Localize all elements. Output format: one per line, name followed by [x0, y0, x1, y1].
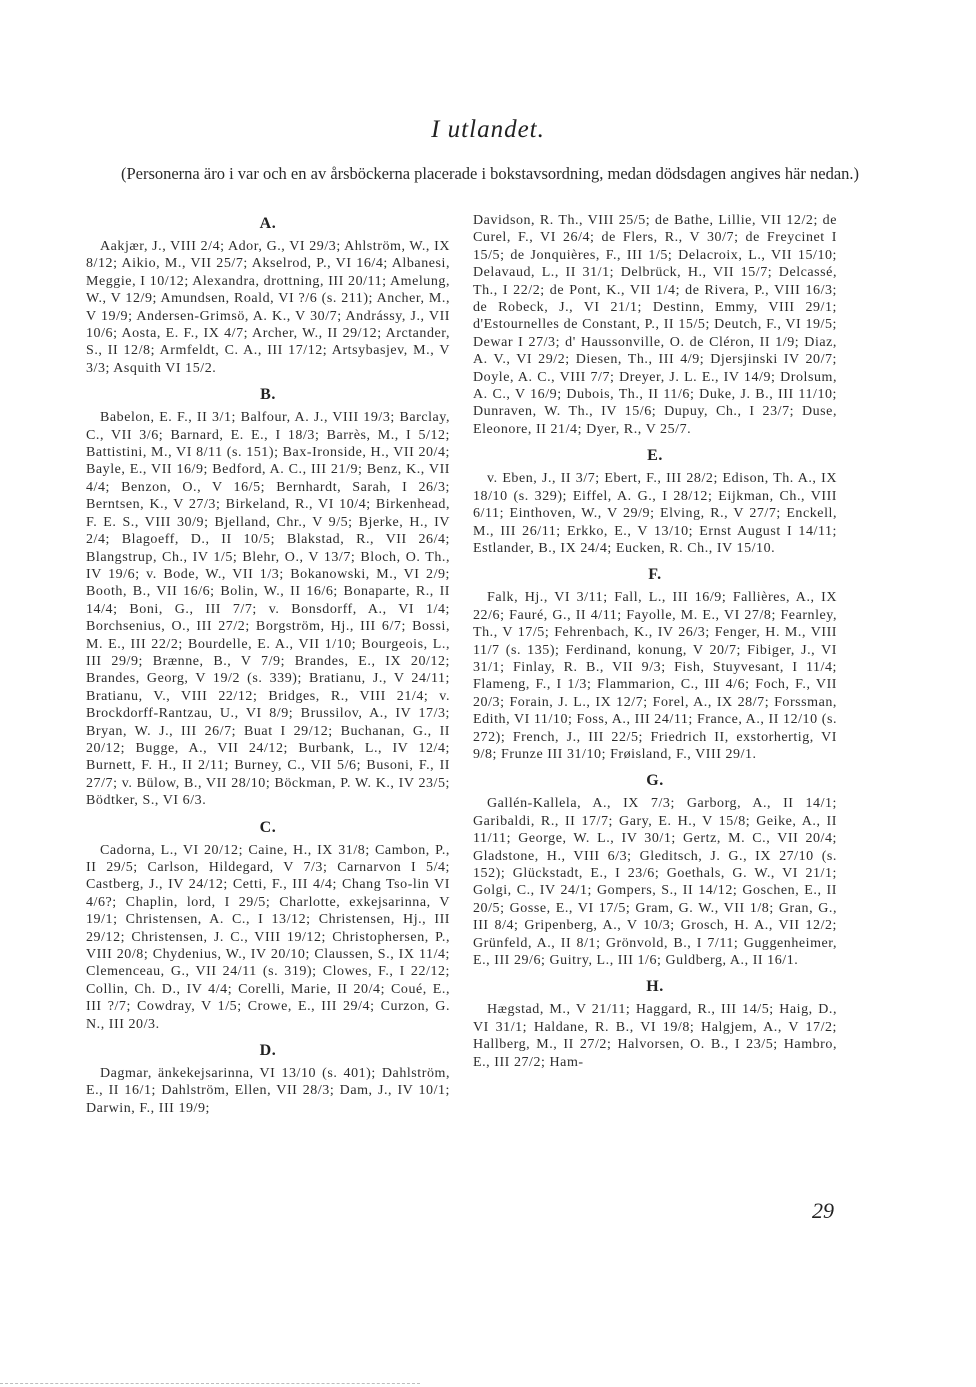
- section-a-text: Aakjær, J., VIII 2/4; Ador, G., VI 29/3; Ahlström, W., IX 8/12; Aikio, M., VII 25/7; Akselrod, P., VI 16/4; Albanesi, Meggie, I 10/12; Alexandra, drottning, III 20/11; Amelung, W., V 12/9; Amundsen, Roald, VI ?/6 (s. 211); Ancher, M., V 19/9; Andersen-Grimsö, A. K., V 30/7; Andrássy, J., VII 10/6; Aosta, E. F., IX 4/7; Archer, W., II 29/12; Arctander, S., II 12/8; Armfeldt, C. A., III 17/12; Artsybasjev, M., V 3/3; Asquith VI 15/2.: [86, 239, 450, 376]
- left-column: [86, 212, 450, 1117]
- section-letter-e: E.: [647, 447, 663, 465]
- section-letter-f: F.: [648, 566, 662, 584]
- section-letter-h: H.: [646, 978, 664, 996]
- section-h-text: Hægstad, M., V 21/11; Haggard, R., III 14/5; Haig, D., VI 31/1; Haldane, R. B., VI 19/8; Halgjem, A., V 17/2; Hallberg, M., II 27/2; Halvorsen, O. B., I 23/5; Hambro, E., III 27/2; Ham-: [473, 1002, 837, 1070]
- section-letter-g: G.: [646, 772, 664, 790]
- section-letter-c: C.: [259, 818, 277, 836]
- page-title: I utlandet.: [431, 116, 545, 143]
- intro-note: (Personerna äro i var och en av årsböckerna placerade i bokstavsordning, medan dödsdagen angives här nedan.): [120, 164, 860, 183]
- bottom-divider: [0, 1383, 420, 1384]
- section-d-continued-text: Davidson, R. Th., VIII 25/5; de Bathe, Lillie, VII 12/2; de Curel, F., VI 26/4; de Flers, R., V 30/7; de Freycinet I 15/5; de Jonquières, F., III 1/5; Delacroix, L., VII 15/10; Delavaud, L., II 31/1; Delbrück, H., VII 15/7; Delcassé, Th., I 22/2; de Pont, K., VII 1/4; de Rivera, P., VIII 16/3; de Robeck, J., VI 21/1; Destinn, Emmy, VIII 29/1; d'Estournelles de Constant, P., II 15/5; Deutch, F., VI 19/5; Dewar I 27/3; d' Haussonville, O. de Cléron, II 1/9; Diaz, A. V., VI 29/2; Diesen, Th., III 4/9; Djersjinski IV 20/7; Doyle, A. C., VIII 7/7; Dreyer, J. L. E., IV 14/9; Drolsum, A. C., V 16/9; Dubois, Th., II 11/6; Duke, J. B., III 11/10; Dunraven, W. Th., IV 15/6; Dupuy, Ch., I 23/7; Duse, Eleonore, II 21/4; Dyer, R., V 25/7.: [473, 213, 837, 437]
- section-b-text: Babelon, E. F., II 3/1; Balfour, A. J., VIII 19/3; Barclay, C., VII 3/6; Barnard, E. E., I 18/3; Barrès, M., I 5/12; Battistini, M., VI 8/11 (s. 151); Bax-Ironside, H., VII 20/4; Bayle, E., VII 16/9; Bedford, A. C., III 21/9; Benz, K., VII 4/4; Benzon, O., V 16/5; Bernhardt, Sarah, I 26/3; Berntsen, K., V 27/3; Birkeland, R., VI 10/4; Birkenhead, F. E. S., VIII 30/9; Bjelland, Chr., V 9/5; Bjerke, H., IV 2/4; Blagoeff, D., II 10/5; Blakstad, R., VII 26/4; Blangstrup, Ch., IV 1/5; Blehr, O., V 13/7; Bloch, O. Th., IV 19/6; v. Bode, W., VII 1/3; Bokanowski, M., VI 2/9; Booth, B., VII 16/6; Bolin, W., II 16/6; Bonaparte, R., II 14/4; Boni, G., III 7/7; v. Bonsdorff, A., VI 1/4; Borchsenius, O., III 27/2; Borgström, Hj., III 6/7; Bossi, M. E., III 22/2; Bourdelle, E. A., VII 1/10; Bourgeois, L., III 29/9; Brænne, B., V 7/9; Brandes, E., IX 20/12; Brandes, Georg, V 19/2 (s. 339); Bratianu, J., V 24/11; Bratianu, V., VIII 22/12; Bridges, R., VIII 21/4; v. Brockdorff-Rantzau, U., VI 8/9; Brussilov, A., IV 17/3; Bryan, W. J., III 26/7; Buat I 29/12; Buchanan, G., II 20/12; Bugge, A., VII 24/12; Burbank, L., IV 12/4; Burnett, F. H., II 2/11; Burney, C., VII 5/6; Busoni, F., II 27/7; v. Bülow, B., VII 28/10; Böckman, P. W. K., IV 23/5; Bödtker, S., VI 6/3.: [86, 410, 450, 809]
- page-number: 29: [812, 1198, 834, 1223]
- section-d-text: Dagmar, änkekejsarinna, VI 13/10 (s. 401); Dahlström, E., II 16/1; Dahlström, Ellen, VII 28/3; Dam, J., IV 10/1; Darwin, F., III 19/9;: [86, 1066, 450, 1116]
- section-c-text: Cadorna, L., VI 20/12; Caine, H., IX 31/8; Cambon, P., II 29/5; Carlson, Hildegard, V 7/3; Carnarvon I 5/4; Castberg, J., IV 24/12; Cetti, F., III 4/4; Chang Tso-lin VI 4/6?; Chaplin, lord, I 29/5; Charlotte, exkejsarinna, V 19/1; Christensen, A. C., I 13/12; Christensen, Hj., III 29/12; Christensen, J. C., VIII 19/12; Christophersen, P., VIII 20/8; Chydenius, W., IV 20/10; Claussen, S., IX 11/4; Clemenceau, G., VII 24/11 (s. 319); Clowes, F., I 22/12; Collin, Ch. D., IV 4/4; Corelli, Marie, II 20/4; Coué, E., III ?/7; Cowdray, V 1/5; Crowe, E., III 29/4; Curzon, G. N., III 20/3.: [86, 842, 450, 1032]
- section-letter-a: A.: [259, 215, 277, 232]
- section-g-text: Gallén-Kallela, A., IX 7/3; Garborg, A., II 14/1; Garibaldi, R., II 17/7; Gary, E. H., V 15/8; Geike, A., II 11/11; George, W. L., IV 30/1; Gertz, M. C., VII 20/4; Gladstone, H., VIII 6/3; Gleditsch, J. G., IX 27/10 (s. 152); Glückstadt, E., I 23/6; Goethals, G. W., VI 21/1; Golgi, C., IV 24/1; Gompers, S., II 14/12; Goschen, E., II 20/5; Gosse, E., VI 17/5; Gram, G. W., VII 1/8; Gran, G., III 8/4; Gripenberg, A., V 10/3; Grosch, H. A., VII 12/2; Grünfeld, A., II 8/1; Grönvold, B., I 7/11; Guggenheimer, E., III 29/6; Guitry, L., III 1/6; Guldberg, A., II 16/1.: [473, 796, 837, 969]
- right-column: [473, 212, 837, 1071]
- section-letter-b: B.: [260, 386, 276, 404]
- section-letter-d: D.: [259, 1042, 277, 1060]
- section-e-text: v. Eben, J., II 3/7; Ebert, F., III 28/2; Edison, Th. A., IX 18/10 (s. 329); Eiffel, A. G., I 28/12; Eijkman, Ch., VIII 6/11; Einthoven, W., V 29/9; Elving, R., V 27/7; Enckell, M., III 26/11; Erkko, E., V 13/10; Ernst August I 14/11; Estlander, B., IX 24/4; Eucken, R. Ch., IV 15/10.: [473, 471, 837, 556]
- section-f-text: Falk, Hj., VI 3/11; Fall, L., III 16/9; Fallières, A., IX 22/6; Fauré, G., II 4/11; Fayolle, M. E., VI 27/8; Fearnley, Th., V 17/5; Fehrenbach, K., IV 26/3; Fenger, H. M., VIII 11/7 (s. 135); Ferdinand, konung, V 20/7; Fibiger, J., VI 31/1; Finlay, R. B., VII 9/3; Fish, Stuyvesant, I 11/4; Flameng, F., I 1/3; Flammarion, C., III 4/6; Foch, F., VII 20/3; Forain, J. L., IX 12/7; Forel, A., IX 28/7; Forssman, Edith, VI 11/10; Foss, A., III 24/11; France, A., II 12/10 (s. 272); French, J., III 22/5; Friedrich II, exstorhertig, VI 9/8; Frunze III 31/10; Frøisland, F., VIII 29/1.: [473, 590, 837, 762]
